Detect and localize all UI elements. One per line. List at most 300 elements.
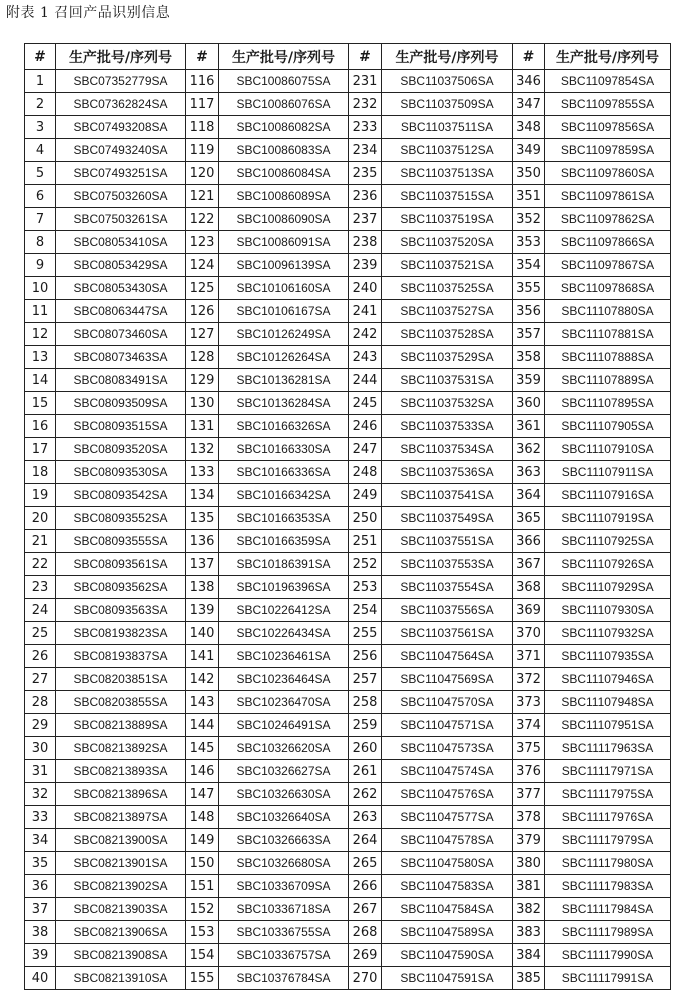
batch-serial-cell: SBC11097859SA	[545, 139, 671, 162]
batch-serial-cell: SBC11037509SA	[382, 93, 513, 116]
batch-serial-cell: SBC11107911SA	[545, 461, 671, 484]
batch-serial-cell: SBC10106167SA	[219, 300, 349, 323]
batch-serial-cell: SBC10086082SA	[219, 116, 349, 139]
batch-serial-cell: SBC10086090SA	[219, 208, 349, 231]
batch-serial-cell: SBC11047571SA	[382, 714, 513, 737]
batch-serial-cell: SBC11117991SA	[545, 967, 671, 990]
batch-serial-cell: SBC08193837SA	[56, 645, 186, 668]
row-index-cell: 123	[186, 231, 219, 254]
document-title: 附表 1 召回产品识别信息	[6, 5, 171, 21]
row-index-cell: 247	[349, 438, 382, 461]
batch-serial-cell: SBC11117980SA	[545, 852, 671, 875]
table-row	[25, 898, 671, 921]
row-index-cell: 40	[25, 967, 56, 990]
batch-serial-cell: SBC11107930SA	[545, 599, 671, 622]
table-row	[25, 576, 671, 599]
batch-serial-cell: SBC11037525SA	[382, 277, 513, 300]
batch-serial-cell: SBC11107919SA	[545, 507, 671, 530]
batch-serial-cell: SBC08213897SA	[56, 806, 186, 829]
row-index-cell: 248	[349, 461, 382, 484]
batch-serial-cell: SBC07493240SA	[56, 139, 186, 162]
row-index-cell: 138	[186, 576, 219, 599]
batch-serial-cell: SBC08213892SA	[56, 737, 186, 760]
batch-serial-cell: SBC11037520SA	[382, 231, 513, 254]
batch-serial-cell: SBC10336718SA	[219, 898, 349, 921]
batch-serial-cell: SBC11107948SA	[545, 691, 671, 714]
batch-serial-cell: SBC11047578SA	[382, 829, 513, 852]
batch-serial-cell: SBC10166359SA	[219, 530, 349, 553]
batch-serial-cell: SBC08213902SA	[56, 875, 186, 898]
row-index-cell: 383	[513, 921, 545, 944]
batch-serial-cell: SBC11107881SA	[545, 323, 671, 346]
batch-serial-cell: SBC07493251SA	[56, 162, 186, 185]
row-index-cell: 117	[186, 93, 219, 116]
row-index-cell: 6	[25, 185, 56, 208]
row-index-cell: 154	[186, 944, 219, 967]
table-row	[25, 162, 671, 185]
table-row	[25, 346, 671, 369]
table-row	[25, 645, 671, 668]
row-index-cell: 30	[25, 737, 56, 760]
row-index-cell: 263	[349, 806, 382, 829]
row-index-cell: 355	[513, 277, 545, 300]
row-index-cell: 17	[25, 438, 56, 461]
batch-serial-cell: SBC11097866SA	[545, 231, 671, 254]
batch-serial-cell: SBC11037512SA	[382, 139, 513, 162]
batch-serial-cell: SBC11037519SA	[382, 208, 513, 231]
row-index-cell: 380	[513, 852, 545, 875]
row-index-cell: 20	[25, 507, 56, 530]
table-row	[25, 760, 671, 783]
row-index-cell: 21	[25, 530, 56, 553]
row-index-cell: 236	[349, 185, 382, 208]
batch-serial-cell: SBC11037561SA	[382, 622, 513, 645]
batch-serial-cell: SBC11097861SA	[545, 185, 671, 208]
batch-serial-cell: SBC11037533SA	[382, 415, 513, 438]
batch-serial-cell: SBC10166336SA	[219, 461, 349, 484]
batch-serial-cell: SBC11107888SA	[545, 346, 671, 369]
batch-serial-cell: SBC11117979SA	[545, 829, 671, 852]
row-index-cell: 246	[349, 415, 382, 438]
batch-serial-cell: SBC11047564SA	[382, 645, 513, 668]
row-index-cell: 348	[513, 116, 545, 139]
header-index: #	[186, 44, 219, 70]
row-index-cell: 351	[513, 185, 545, 208]
table-row	[25, 852, 671, 875]
row-index-cell: 11	[25, 300, 56, 323]
batch-serial-cell: SBC11097855SA	[545, 93, 671, 116]
row-index-cell: 347	[513, 93, 545, 116]
header-index: #	[349, 44, 382, 70]
batch-serial-cell: SBC11037528SA	[382, 323, 513, 346]
batch-serial-cell: SBC08093563SA	[56, 599, 186, 622]
batch-serial-cell: SBC08093520SA	[56, 438, 186, 461]
row-index-cell: 254	[349, 599, 382, 622]
row-index-cell: 146	[186, 760, 219, 783]
batch-serial-cell: SBC11097860SA	[545, 162, 671, 185]
row-index-cell: 385	[513, 967, 545, 990]
batch-serial-cell: SBC10326640SA	[219, 806, 349, 829]
batch-serial-cell: SBC11047574SA	[382, 760, 513, 783]
batch-serial-cell: SBC11107946SA	[545, 668, 671, 691]
batch-serial-cell: SBC11117976SA	[545, 806, 671, 829]
batch-serial-cell: SBC11047570SA	[382, 691, 513, 714]
batch-serial-cell: SBC11097854SA	[545, 70, 671, 93]
row-index-cell: 358	[513, 346, 545, 369]
row-index-cell: 371	[513, 645, 545, 668]
batch-serial-cell: SBC10166330SA	[219, 438, 349, 461]
table-row	[25, 323, 671, 346]
row-index-cell: 359	[513, 369, 545, 392]
row-index-cell: 33	[25, 806, 56, 829]
row-index-cell: 24	[25, 599, 56, 622]
row-index-cell: 119	[186, 139, 219, 162]
row-index-cell: 141	[186, 645, 219, 668]
batch-serial-cell: SBC11107951SA	[545, 714, 671, 737]
batch-serial-cell: SBC11037534SA	[382, 438, 513, 461]
row-index-cell: 378	[513, 806, 545, 829]
row-index-cell: 268	[349, 921, 382, 944]
row-index-cell: 134	[186, 484, 219, 507]
row-index-cell: 238	[349, 231, 382, 254]
batch-serial-cell: SBC11107916SA	[545, 484, 671, 507]
row-index-cell: 142	[186, 668, 219, 691]
batch-serial-cell: SBC08053430SA	[56, 277, 186, 300]
batch-serial-cell: SBC10186391SA	[219, 553, 349, 576]
batch-serial-cell: SBC11107910SA	[545, 438, 671, 461]
batch-serial-cell: SBC08093561SA	[56, 553, 186, 576]
table-row	[25, 829, 671, 852]
batch-serial-cell: SBC11107926SA	[545, 553, 671, 576]
batch-serial-cell: SBC10136284SA	[219, 392, 349, 415]
batch-serial-cell: SBC11047569SA	[382, 668, 513, 691]
row-index-cell: 366	[513, 530, 545, 553]
row-index-cell: 364	[513, 484, 545, 507]
table-row	[25, 944, 671, 967]
table-row	[25, 691, 671, 714]
row-index-cell: 354	[513, 254, 545, 277]
row-index-cell: 144	[186, 714, 219, 737]
table-row	[25, 185, 671, 208]
batch-serial-cell: SBC11117989SA	[545, 921, 671, 944]
batch-serial-cell: SBC08083491SA	[56, 369, 186, 392]
batch-serial-cell: SBC11097867SA	[545, 254, 671, 277]
batch-serial-cell: SBC10246491SA	[219, 714, 349, 737]
row-index-cell: 127	[186, 323, 219, 346]
row-index-cell: 234	[349, 139, 382, 162]
batch-serial-cell: SBC08213901SA	[56, 852, 186, 875]
table-row	[25, 599, 671, 622]
batch-serial-cell: SBC10126264SA	[219, 346, 349, 369]
row-index-cell: 19	[25, 484, 56, 507]
row-index-cell: 2	[25, 93, 56, 116]
row-index-cell: 370	[513, 622, 545, 645]
batch-serial-cell: SBC08093509SA	[56, 392, 186, 415]
row-index-cell: 231	[349, 70, 382, 93]
batch-serial-cell: SBC10086083SA	[219, 139, 349, 162]
row-index-cell: 29	[25, 714, 56, 737]
row-index-cell: 375	[513, 737, 545, 760]
row-index-cell: 122	[186, 208, 219, 231]
batch-serial-cell: SBC10106160SA	[219, 277, 349, 300]
batch-serial-cell: SBC10086089SA	[219, 185, 349, 208]
batch-serial-cell: SBC08053410SA	[56, 231, 186, 254]
table-row	[25, 116, 671, 139]
batch-serial-cell: SBC10086075SA	[219, 70, 349, 93]
row-index-cell: 9	[25, 254, 56, 277]
batch-serial-cell: SBC11117971SA	[545, 760, 671, 783]
row-index-cell: 32	[25, 783, 56, 806]
batch-serial-cell: SBC11037513SA	[382, 162, 513, 185]
batch-serial-cell: SBC11037532SA	[382, 392, 513, 415]
row-index-cell: 267	[349, 898, 382, 921]
batch-serial-cell: SBC11117990SA	[545, 944, 671, 967]
batch-serial-cell: SBC11047576SA	[382, 783, 513, 806]
batch-serial-cell: SBC11107925SA	[545, 530, 671, 553]
row-index-cell: 264	[349, 829, 382, 852]
row-index-cell: 350	[513, 162, 545, 185]
batch-serial-cell: SBC10376784SA	[219, 967, 349, 990]
table-row	[25, 783, 671, 806]
row-index-cell: 124	[186, 254, 219, 277]
batch-serial-cell: SBC10326630SA	[219, 783, 349, 806]
batch-serial-cell: SBC11117975SA	[545, 783, 671, 806]
batch-serial-cell: SBC11037511SA	[382, 116, 513, 139]
row-index-cell: 26	[25, 645, 56, 668]
batch-serial-cell: SBC10336755SA	[219, 921, 349, 944]
row-index-cell: 27	[25, 668, 56, 691]
batch-serial-cell: SBC10166353SA	[219, 507, 349, 530]
row-index-cell: 356	[513, 300, 545, 323]
row-index-cell: 116	[186, 70, 219, 93]
batch-serial-cell: SBC08213893SA	[56, 760, 186, 783]
row-index-cell: 153	[186, 921, 219, 944]
batch-serial-cell: SBC11097868SA	[545, 277, 671, 300]
batch-serial-cell: SBC10326663SA	[219, 829, 349, 852]
batch-serial-cell: SBC11107889SA	[545, 369, 671, 392]
table-row	[25, 254, 671, 277]
row-index-cell: 131	[186, 415, 219, 438]
row-index-cell: 242	[349, 323, 382, 346]
row-index-cell: 15	[25, 392, 56, 415]
row-index-cell: 145	[186, 737, 219, 760]
row-index-cell: 16	[25, 415, 56, 438]
batch-serial-cell: SBC10166342SA	[219, 484, 349, 507]
batch-serial-cell: SBC11037527SA	[382, 300, 513, 323]
batch-serial-cell: SBC11047580SA	[382, 852, 513, 875]
row-index-cell: 8	[25, 231, 56, 254]
row-index-cell: 249	[349, 484, 382, 507]
row-index-cell: 121	[186, 185, 219, 208]
batch-serial-cell: SBC08073460SA	[56, 323, 186, 346]
row-index-cell: 239	[349, 254, 382, 277]
table-row	[25, 967, 671, 990]
batch-serial-cell: SBC11107880SA	[545, 300, 671, 323]
table-row	[25, 622, 671, 645]
batch-serial-cell: SBC10236470SA	[219, 691, 349, 714]
batch-serial-cell: SBC11037506SA	[382, 70, 513, 93]
row-index-cell: 39	[25, 944, 56, 967]
batch-serial-cell: SBC07352779SA	[56, 70, 186, 93]
row-index-cell: 233	[349, 116, 382, 139]
batch-serial-cell: SBC10226434SA	[219, 622, 349, 645]
batch-serial-cell: SBC08093515SA	[56, 415, 186, 438]
row-index-cell: 258	[349, 691, 382, 714]
row-index-cell: 261	[349, 760, 382, 783]
row-index-cell: 382	[513, 898, 545, 921]
batch-serial-cell: SBC10336757SA	[219, 944, 349, 967]
batch-serial-cell: SBC11037549SA	[382, 507, 513, 530]
batch-serial-cell: SBC08093552SA	[56, 507, 186, 530]
row-index-cell: 137	[186, 553, 219, 576]
row-index-cell: 243	[349, 346, 382, 369]
row-index-cell: 251	[349, 530, 382, 553]
table-row	[25, 875, 671, 898]
row-index-cell: 361	[513, 415, 545, 438]
row-index-cell: 259	[349, 714, 382, 737]
header-batch-serial: 生产批号/序列号	[219, 44, 349, 70]
table-row	[25, 208, 671, 231]
row-index-cell: 14	[25, 369, 56, 392]
row-index-cell: 148	[186, 806, 219, 829]
row-index-cell: 245	[349, 392, 382, 415]
batch-serial-cell: SBC10236461SA	[219, 645, 349, 668]
recall-product-table	[24, 43, 671, 990]
row-index-cell: 38	[25, 921, 56, 944]
row-index-cell: 253	[349, 576, 382, 599]
row-index-cell: 28	[25, 691, 56, 714]
batch-serial-cell: SBC10086091SA	[219, 231, 349, 254]
row-index-cell: 135	[186, 507, 219, 530]
row-index-cell: 369	[513, 599, 545, 622]
batch-serial-cell: SBC11047577SA	[382, 806, 513, 829]
batch-serial-cell: SBC11037556SA	[382, 599, 513, 622]
batch-serial-cell: SBC10086084SA	[219, 162, 349, 185]
header-index: #	[513, 44, 545, 70]
table-row	[25, 553, 671, 576]
batch-serial-cell: SBC11037551SA	[382, 530, 513, 553]
row-index-cell: 363	[513, 461, 545, 484]
table-row	[25, 806, 671, 829]
batch-serial-cell: SBC08093562SA	[56, 576, 186, 599]
row-index-cell: 133	[186, 461, 219, 484]
row-index-cell: 381	[513, 875, 545, 898]
row-index-cell: 237	[349, 208, 382, 231]
row-index-cell: 3	[25, 116, 56, 139]
row-index-cell: 241	[349, 300, 382, 323]
row-index-cell: 143	[186, 691, 219, 714]
row-index-cell: 4	[25, 139, 56, 162]
batch-serial-cell: SBC10126249SA	[219, 323, 349, 346]
batch-serial-cell: SBC10336709SA	[219, 875, 349, 898]
row-index-cell: 35	[25, 852, 56, 875]
batch-serial-cell: SBC10326620SA	[219, 737, 349, 760]
row-index-cell: 373	[513, 691, 545, 714]
batch-serial-cell: SBC11037536SA	[382, 461, 513, 484]
row-index-cell: 130	[186, 392, 219, 415]
batch-serial-cell: SBC11037554SA	[382, 576, 513, 599]
batch-serial-cell: SBC11107895SA	[545, 392, 671, 415]
row-index-cell: 269	[349, 944, 382, 967]
row-index-cell: 368	[513, 576, 545, 599]
batch-serial-cell: SBC11047590SA	[382, 944, 513, 967]
batch-serial-cell: SBC11037541SA	[382, 484, 513, 507]
batch-serial-cell: SBC08213896SA	[56, 783, 186, 806]
row-index-cell: 346	[513, 70, 545, 93]
batch-serial-cell: SBC10326680SA	[219, 852, 349, 875]
row-index-cell: 149	[186, 829, 219, 852]
batch-serial-cell: SBC11117963SA	[545, 737, 671, 760]
batch-serial-cell: SBC11047589SA	[382, 921, 513, 944]
batch-serial-cell: SBC11107935SA	[545, 645, 671, 668]
table-row	[25, 921, 671, 944]
table-row	[25, 70, 671, 93]
row-index-cell: 270	[349, 967, 382, 990]
row-index-cell: 150	[186, 852, 219, 875]
table-row	[25, 668, 671, 691]
table-body	[25, 70, 671, 990]
batch-serial-cell: SBC11047584SA	[382, 898, 513, 921]
batch-serial-cell: SBC11107929SA	[545, 576, 671, 599]
batch-serial-cell: SBC08213908SA	[56, 944, 186, 967]
batch-serial-cell: SBC11037531SA	[382, 369, 513, 392]
batch-serial-cell: SBC10086076SA	[219, 93, 349, 116]
row-index-cell: 120	[186, 162, 219, 185]
row-index-cell: 357	[513, 323, 545, 346]
batch-serial-cell: SBC08203855SA	[56, 691, 186, 714]
row-index-cell: 244	[349, 369, 382, 392]
row-index-cell: 126	[186, 300, 219, 323]
row-index-cell: 374	[513, 714, 545, 737]
row-index-cell: 147	[186, 783, 219, 806]
batch-serial-cell: SBC11117984SA	[545, 898, 671, 921]
batch-serial-cell: SBC08093542SA	[56, 484, 186, 507]
row-index-cell: 240	[349, 277, 382, 300]
row-index-cell: 7	[25, 208, 56, 231]
table-row	[25, 392, 671, 415]
table-row	[25, 461, 671, 484]
row-index-cell: 25	[25, 622, 56, 645]
row-index-cell: 151	[186, 875, 219, 898]
header-index: #	[25, 44, 56, 70]
row-index-cell: 10	[25, 277, 56, 300]
row-index-cell: 139	[186, 599, 219, 622]
row-index-cell: 256	[349, 645, 382, 668]
row-index-cell: 136	[186, 530, 219, 553]
row-index-cell: 118	[186, 116, 219, 139]
batch-serial-cell: SBC08203851SA	[56, 668, 186, 691]
batch-serial-cell: SBC08053429SA	[56, 254, 186, 277]
row-index-cell: 352	[513, 208, 545, 231]
row-index-cell: 360	[513, 392, 545, 415]
row-index-cell: 235	[349, 162, 382, 185]
batch-serial-cell: SBC08213900SA	[56, 829, 186, 852]
batch-serial-cell: SBC10096139SA	[219, 254, 349, 277]
batch-serial-cell: SBC08213903SA	[56, 898, 186, 921]
batch-serial-cell: SBC11037529SA	[382, 346, 513, 369]
row-index-cell: 22	[25, 553, 56, 576]
batch-serial-cell: SBC08093530SA	[56, 461, 186, 484]
row-index-cell: 379	[513, 829, 545, 852]
header-batch-serial: 生产批号/序列号	[545, 44, 671, 70]
row-index-cell: 140	[186, 622, 219, 645]
batch-serial-cell: SBC11107932SA	[545, 622, 671, 645]
row-index-cell: 128	[186, 346, 219, 369]
batch-serial-cell: SBC10226412SA	[219, 599, 349, 622]
batch-serial-cell: SBC08193823SA	[56, 622, 186, 645]
batch-serial-cell: SBC07503261SA	[56, 208, 186, 231]
table-row	[25, 484, 671, 507]
